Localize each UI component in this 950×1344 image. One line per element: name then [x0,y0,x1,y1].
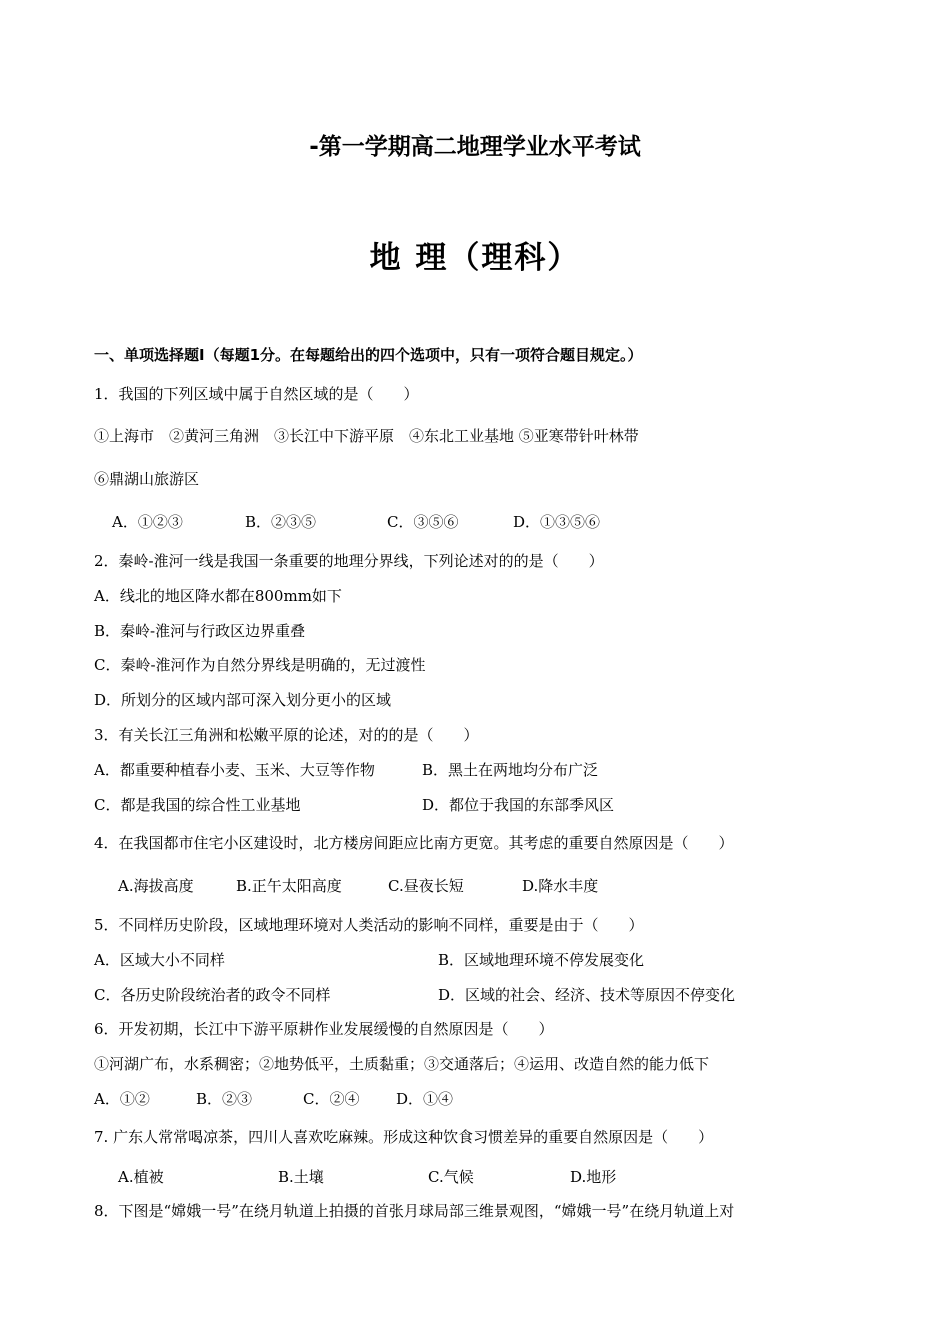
question-4-option-d: D.降水丰度 [522,877,599,895]
question-6-stem: 6．开发初期，长江中下游平原耕作业发展缓慢的自然原因是（ ） [94,1020,554,1038]
question-2-stem: 2．秦岭-淮河一线是我国一条重要的地理分界线，下列论述对的的是（ ） [94,552,604,570]
question-1-option-c: C．③⑤⑥ [387,513,459,531]
exam-title: -第一学期高二地理学业水平考试 [309,134,641,160]
question-4-option-c: C.昼夜长短 [388,877,464,895]
subject-title: 地 理（理科） [369,240,581,276]
question-1-option-d: D．①③⑤⑥ [513,513,601,531]
question-3-option-c: C．都是我国的综合性工业基地 [94,796,301,814]
question-3-stem: 3．有关长江三角洲和松嫩平原的论述，对的的是（ ） [94,726,479,744]
question-2-option-b: B．秦岭-淮河与行政区边界重叠 [94,622,306,640]
question-5-option-a: A．区域大小不同样 [94,951,225,969]
question-6-items: ①河湖广布，水系稠密；②地势低平，土质黏重；③交通落后；④运用、改造自然的能力低下 [94,1055,710,1073]
question-1-option-a: A．①②③ [112,513,183,531]
question-5-stem: 5．不同样历史阶段，区域地理环境对人类活动的影响不同样，重要是由于（ ） [94,916,644,934]
question-2-option-a: A．线北的地区降水都在800mm如下 [94,587,342,605]
question-4-option-b: B.正午太阳高度 [236,877,342,895]
question-5-option-c: C．各历史阶段统治者的政令不同样 [94,986,331,1004]
question-6-option-b: B．②③ [196,1090,253,1108]
question-7-option-d: D.地形 [570,1168,617,1186]
question-5-option-b: B．区域地理环境不停发展变化 [438,951,645,969]
question-3-option-d: D．都位于我国的东部季风区 [422,796,615,814]
question-3-option-b: B．黑土在两地均分布广泛 [422,761,599,779]
question-5-option-d: D．区域的社会、经济、技术等原因不停变化 [438,986,736,1004]
question-7-option-b: B.土壤 [278,1168,324,1186]
question-2-option-d: D．所划分的区域内部可深入划分更小的区域 [94,691,392,709]
question-8-stem: 8．下图是“嫦娥一号”在绕月轨道上拍摄的首张月球局部三维景观图，“嫦娥一号”在绕月轨道上对 [94,1202,735,1220]
question-1-stem: 1．我国的下列区域中属于自然区域的是（ ） [94,385,419,403]
question-7-option-a: A.植被 [118,1168,164,1186]
question-6-option-a: A．①② [94,1090,150,1108]
question-6-option-d: D．①④ [396,1090,454,1108]
question-1-items-line2: ⑥鼎湖山旅游区 [94,470,200,488]
question-2-option-c: C．秦岭-淮河作为自然分界线是明确的，无过渡性 [94,656,426,674]
question-4-option-a: A.海拔高度 [118,877,194,895]
question-1-items-line1: ①上海市 ②黄河三角洲 ③长江中下游平原 ④东北工业基地 ⑤亚寒带针叶林带 [94,427,639,445]
question-6-option-c: C．②④ [303,1090,360,1108]
question-4-stem: 4．在我国都市住宅小区建设时，北方楼房间距应比南方更宽。其考虑的重要自然原因是（ ） [94,834,734,852]
section-heading: 一、单项选择题Ⅰ（每题1分。在每题给出的四个选项中，只有一项符合题目规定。） [94,346,643,364]
question-3-option-a: A．都重要种植春小麦、玉米、大豆等作物 [94,761,375,779]
question-7-stem: 7. 广东人常常喝凉茶，四川人喜欢吃麻辣。形成这种饮食习惯差异的重要自然原因是（ ） [94,1128,714,1146]
question-7-option-c: C.气候 [428,1168,474,1186]
question-1-option-b: B．②③⑤ [245,513,317,531]
